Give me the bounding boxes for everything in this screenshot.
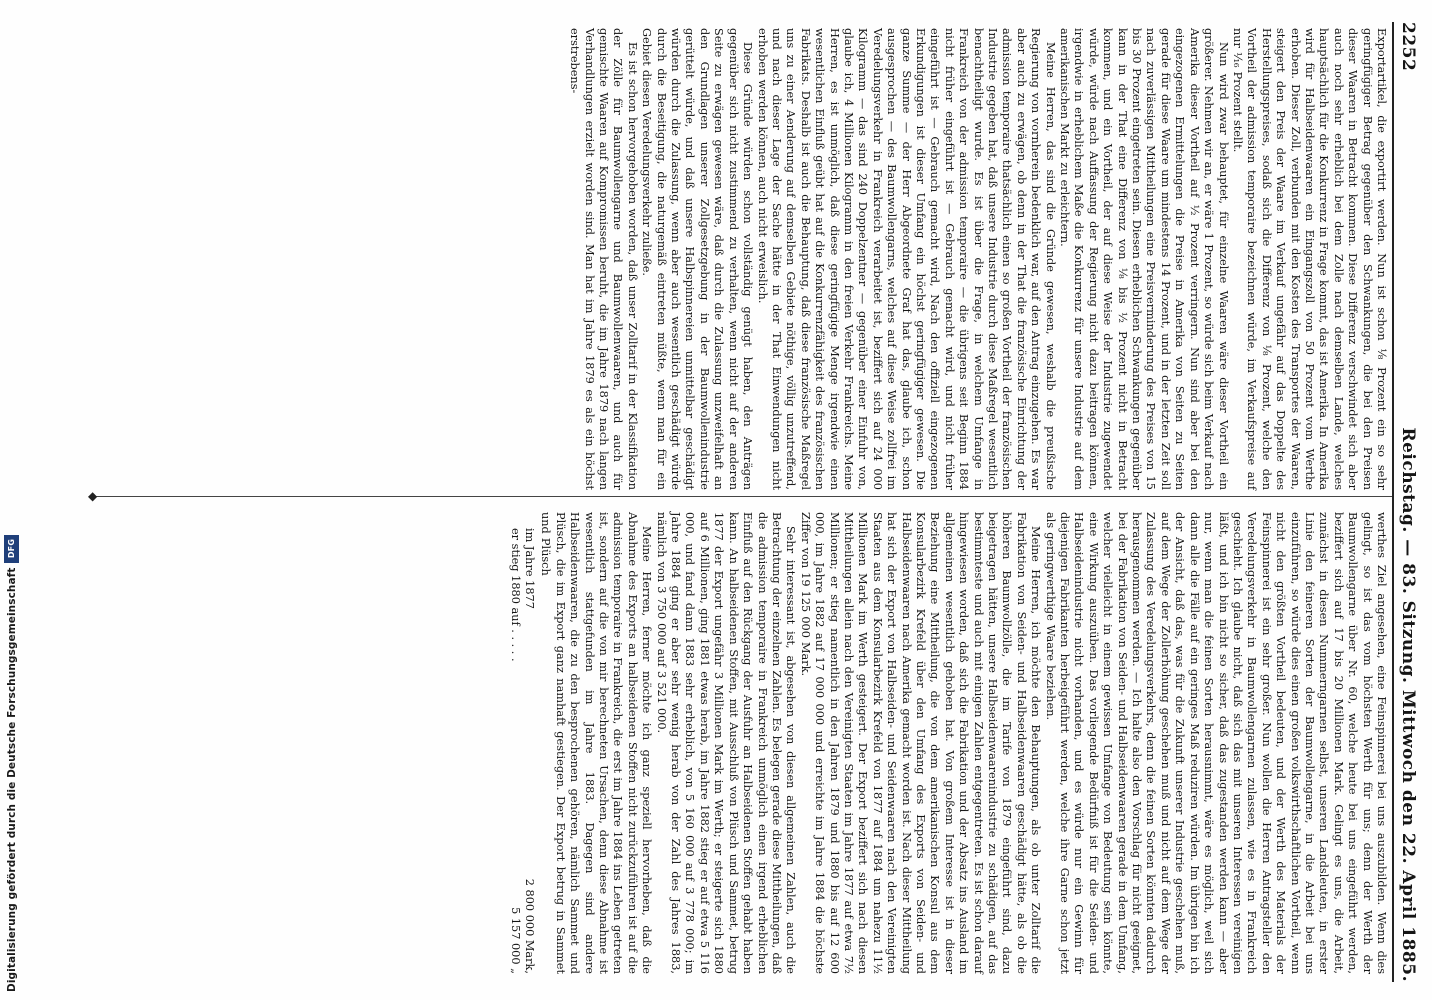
table-row [522,512,536,974]
table-row-value: 5 157 000 „ [508,907,522,974]
table-row-label: im Jahre 1877 [523,528,537,609]
column-divider [92,496,1392,497]
attribution-strip [4,535,19,992]
table-row-value: 2 800 000 Mark, [523,878,537,974]
paragraph: Es ist schon hervorgehoben worden, daß unser Zolltarif in der Klassifikation der Zölle für Baumwollengarne und Baumwollenwaaren, und auch für gemischte Waaren auf Kompromissen beruht, die im Jahre 1879 nach langen Verhandlungen erzielt worden sind. Man hat im Jahre 1879 es als ein höchst erstrebens- [568,28,639,490]
text-column-left [567,28,1388,490]
paragraph: Sehr interessant ist, abgesehen von diesen allgemeinen Zahlen, auch die Betrachtung der einzelnen Zahlen. Es belegen gerade diese Mittheilungen, daß die admission temporaire in Frankreich unmöglich einen irgend erheblichen Einfluß auf den Rückgang der Ausfuhr an Halbseidenen Stoffen gehabt haben kann. An halbseidenen Stoffen, mit Ausschluß von Plüsch und Sammet, betrug 1877 der Export ungefähr 3 Millionen Mark im Werth; er steigerte sich 1880 auf 6 Millionen, ging 1881 etwas herab, im Jahre 1882 stieg er auf etwa 5 116 000, und fand dann 1883 sehr erheblich, von 5 160 000 auf 3 778 000; im Jahre 1884 ging er aber sehr wenig herab von der Zahl des Jahres 1883, nämlich von 3 750 000 auf 3 521 000. [654,512,798,974]
dfg-logo-icon: DFG [4,535,19,563]
paragraph: Diese Gründe würden schon vollständig genügt haben, den Anträgen gegenüber sich nicht zustimmend zu verhalten, wenn nicht auf der anderen Seite zu erwägen gewesen wäre, daß durch die Zulassung unzweifelhaft an den Grundlagen unserer Zollgesetzgebung in der Baumwollenindustrie gerüttelt würde, und daß unsere Halbspinnereien unmittelbar geschädigt würden durch die Zulassung, wenn aber auch wesentlich geschädigt würde durch die Beseitigung, die naturgemäß eintreten müßte, wenn man für ein Gebiet diesen Veredelungsverkehr zuließe. [640,28,755,490]
page-title: Reichstag. — 83. Sitzung. Mittwoch den 22. April 1885. [1398,427,1418,982]
paragraph: Meine Herren, ferner möchte ich ganz speziell hervorheben, daß die Abnahme des Exports an halbseidenen Stoffen nicht zurückzuführen ist auf die admission temporaire in Frankreich, die erst im Jahre 1884 ins Leben getreten ist, sondern auf die von mir berechneten Ursachen, denn diese Abnahme ist wesentlich stattgefunden im Jahre 1883. Dagegen sind andere Halbseidenwaaren, die zu den besprochenen gehören, nämlich Sammet und Plüsch, die im Export ganz namhaft gestiegen. Der Export betrug in Sammet und Plüsch [539,512,654,974]
page-number: 2252 [1398,22,1418,72]
table-row-label: er stieg 1880 auf . . . . . [508,528,522,662]
paragraph: Meine Herren, das sind die Gründe gewesen, weshalb die preußische Regierung von vornherein bedenklich war, auf den Antrag einzugehen. Es war aber auch zu erwägen, ob denn in der That die französische Einrichtung der admission temporaire thatsächlich einen so großen Vortheil der französischen Industrie gegeben hat, daß unsere Industrie durch diese Maßregel wesentlich benachtheiligt wurde. Es ist über die Frage, in welchem Umfange in Frankreich von der admission temporaire — die übrigens seit Beginn 1884 nicht früher eingeführt ist — Gebrauch gemacht wird, und nicht früher eingeführt ist — Gebrauch gemacht wird, Nach den offiziell eingezogenen Erkundigungen ist dieser Umfang ein höchst geringfügiger gewesen. Die ganze Summe — der Herr Abgeordnete Graf hat das, glaube ich, schon ausgesprochen — des Baumwollengarns, welches auf diese Weise zollfrei im Veredelungsverkehr in Frankreich verarbeitet ist, beziffert sich auf 24 000 Kilogramm — das sind 240 Doppelzentner — gegenüber einer Einfuhr von, glaube ich, 4 Millionen Kilogramm in den freien Verkehr Frankreichs. Meine Herren, es ist unmöglich, daß diese geringfügige Menge irgendwie einen wesentlichen Einfluß geübt hat auf die Konkurrenzfähigkeit des französischen Fabrikats. Deshalb ist auch die Behauptung, daß diese französische Maßregel uns zu einer Aenderung auf demselben Gebiete nöthige, völlig unzutreffend, und nach dieser Lage der Sache hätte in der That Einwendungen nicht erhoben werden können, auch nicht erweislich. [755,28,1057,490]
paragraph: Meine Herren, ich möchte den Behauptungen, als ob unter Zolltarif die Fabrikation von Seiden- und Halbseidenwaaren geschädigt hätte, als ob die höheren Baumwollzölle, die im Tarife von 1879 eingeführt sind, dazu beigetragen hätten, unsere Halbseidenwaarenindustrie zu schädigen, auf das bestimmteste und auch mit einigen Zahlen entgegentreten. Es ist schon darauf hingewiesen worden, daß sich die Fabrikation und der Absatz ins Ausland im allgemeinen wesentlich gehoben hat. Von großem Interesse ist in dieser Beziehung eine Mittheilung, die von dem amerikanischen Konsul aus dem Konsularbezirk Krefeld über den Umfang des Exports von Seiden- und Halbseidenwaaren nach Amerika gemacht worden ist. Nach dieser Mittheilung hat sich der Export von Halbseiden- und Seidenwaaren nach den Vereinigten Staaten aus dem Konsularbezirk Krefeld von 1877 auf 1884 um nahezu 11½ Millionen Mark im Werth gesteigert. Der Export beziffert sich nach diesen Mittheilungen allein nach den Vereinigten Staaten im Jahre 1877 auf etwa 7½ Millionen; er stieg namentlich in den Jahren 1879 und 1880 bis auf 12 600 000, im Jahre 1882 auf 17 000 000 und erreichte im Jahre 1884 die höchste Ziffer von 19 125 000 Mark. [798,512,1043,974]
page-header [1392,22,1418,982]
column-divider-mark: ◆ [88,489,98,503]
paragraph: werthes Ziel angesehen, eine Feinspinnerei bei uns auszubilden. Wenn dies gelingt, so ist das vom höchsten Werth für uns; denn der Werth der Baumwollengarne über Nr. 60, welche heute bei uns eingeführt werden, beziffert sich auf 17 bis 20 Millionen Mark. Gelingt es uns, die Arbeit, zunächst in diesen Nummerngarnen selbst, unseren Landsleuten, in erster Linie den feineren Sorten der Baumwollengarne, in die Arbeit bei uns einzuführen, so würde dies einen großen volkswirthschaftlichen Vortheil, wenn nicht den größten Vortheil bedeuten, und der Werth des Materials der Feinspinnerei ist ein sehr großer. Nun wollen die Herren Antragsteller den Veredelungsverkehr in Baumwollengarnen zulassen, wie es in Frankreich geschieht. Ich glaube nicht, daß sich das mit unseren Interessen vereinigen läßt, und ich bin nicht so sicher, daß das zugestanden werden kann — aber nur, wenn man die feinen Sorten herausnimmt, wäre es möglich, weil sich dann alle die Fälle auf ein geringes Maß reduziren würden. Im übrigen bin ich der Ansicht, daß das, was für die Zukunft unserer Industrie geschehen muß, auf dem Wege der Zollerhöhung geschehen muß und nicht auf dem Wege der Zulassung des Veredelungsverkehrs, denn die feinen Sorten könnten dadurch herausgenommen werden. — Ich halte also den Vorschlag für nicht geeignet, bei der Fabrikation von Seiden- und Halbseidenwaaren gerade in dem Umfang, welcher vielleicht in einem gewissen Umfange von Bedeutung sein könnte, eine Wirkung auszuüben. Das vorliegende Bedürfniß ist für die Seiden- und Halbseidenindustrie nicht vorhanden, und es würde nur ein Gewinn für diejenigen Fabrikanten herbeigeführt werden, welche ihre Garne schon jetzt als geringwerthige Waare beziehen. [1043,512,1388,974]
header-rule [1392,22,1394,982]
paragraph: Exportartikel, die exportirt werden. Nun ist schon ⅛ Prozent ein so sehr geringfügiger Betrag gegenüber den Schwankungen, die bei den Preisen dieser Waaren in Betracht kommen. Diese Differenz verschwindet sich aber auch noch sehr erheblich bei dem Zolle nach demselben Lande, welches hauptsächlich für die Konkurrenz in Frage kommt, das ist Amerika. In Amerika wird für Halbseidenwaaren ein Eingangszoll von 50 Prozent vom Werthe erhoben. Dieser Zoll, verbunden mit den Kosten des Transportes der Waaren, steigert den Preis der Waare im Verkauf ungefähr auf das Doppelte des Herstellungspreises, sodaß sich die Differenz von ⅛ Prozent, welche den Vortheil der admission temporaire bezeichnen würde, im Verkaufspreise auf nur ¹⁄₁₆ Prozent stellt. [1230,28,1388,490]
paragraph: Nun wird zwar behauptet, für einzelne Waaren wäre dieser Vortheil ein größerer. Nehmen wir an, er wäre 1 Prozent, so würde sich beim Verkauf nach Amerika dieser Vortheil auf ½ Prozent verringern. Nun sind aber bei den eingezogenen Ermittelungen die Preise in Amerika von Seiten zu Seiten gerade für diese Waare um mindestens 14 Prozent, und in der letzten Zeit soll nach zuverlässigen Mittheilungen eine Preisverminderung des Preises von 15 bis 30 Prozent eingetreten sein. Diesen erheblichen Schwankungen gegenüber kann in der That eine Differenz von ⅛ bis ½ Prozent nicht in Betracht kommen, und ein Vortheil, der auf diese Weise der Industrie zugewendet würde, würde nach Auffassung der Regierung nicht dazu beitragen können, irgendwie in erheblichem Maße die Konkurrenz für unsere Industrie auf dem amerikanischen Markt zu erleichtern. [1058,28,1230,490]
text-column-right [507,512,1388,974]
attribution-text: Digitalisierung gefördert durch die Deutsche Forschungsgemeinschaft [5,567,18,992]
export-table [507,512,536,974]
table-row [507,512,521,974]
